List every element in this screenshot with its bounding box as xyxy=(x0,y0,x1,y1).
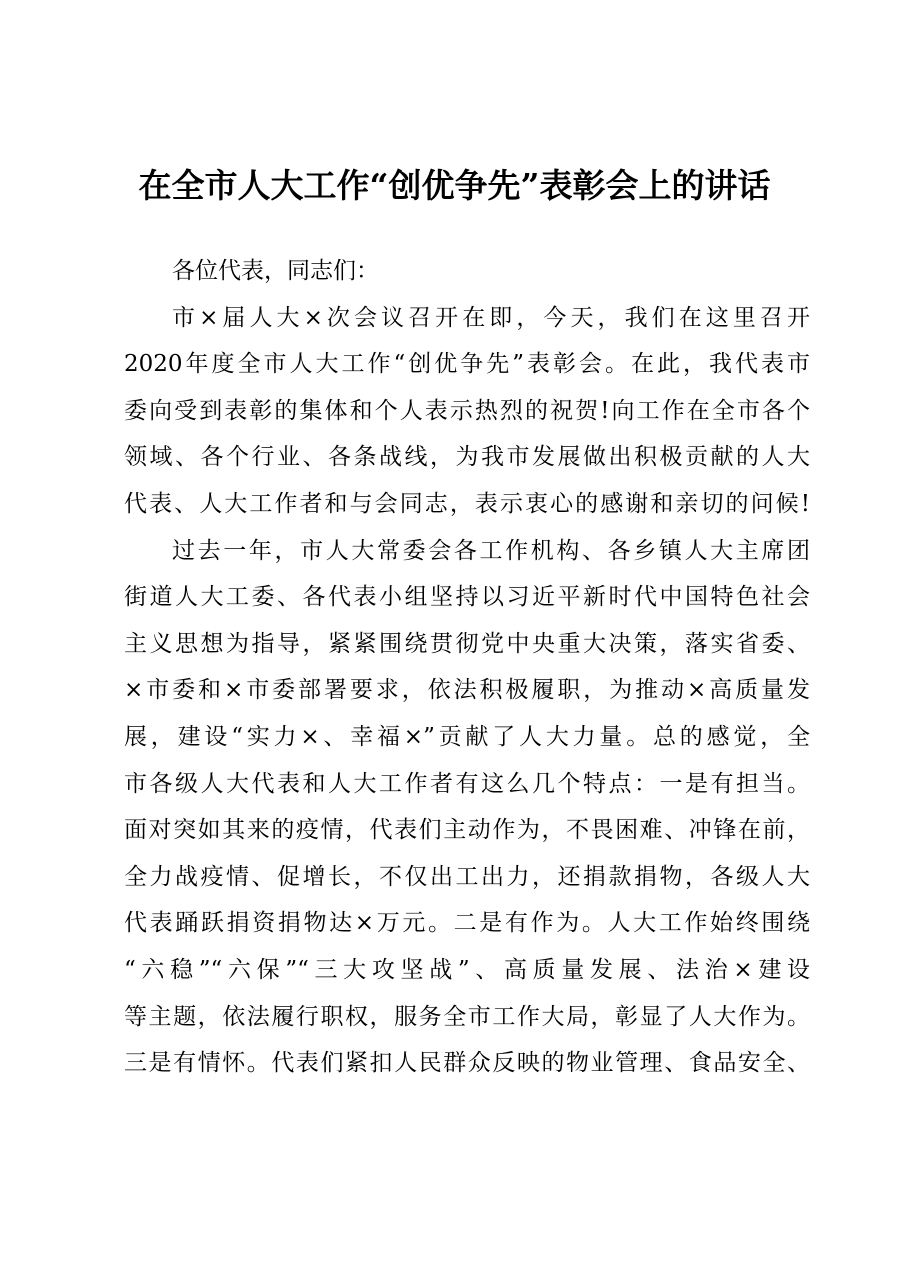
document-title: 在全市人大工作“创优争先”表彰会上的讲话 xyxy=(138,166,771,205)
paragraph-line: 过去一年，市人大常委会各工作机构、各乡镇人大主席团 xyxy=(172,537,810,564)
paragraph-line: 领域、各个行业、各条战线，为我市发展做出积极贡献的人大 xyxy=(124,444,810,471)
paragraph-line: 全力战疫情、促增长，不仅出工出力，还捐款捐物，各级人大 xyxy=(124,863,810,890)
paragraph-line: 市×届人大×次会议召开在即，今天，我们在这里召开 xyxy=(172,304,810,331)
paragraph-line: 等主题，依法履行职权，服务全市工作大局，彰显了人大作为。 xyxy=(124,1003,810,1030)
paragraph-line: 三是有情怀。代表们紧扣人民群众反映的物业管理、食品安全、 xyxy=(124,1050,810,1077)
paragraph-line: 展，建设“实力×、幸福×”贡献了人大力量。总的感觉，全 xyxy=(124,723,810,750)
paragraph-line: 市各级人大代表和人大工作者有这么几个特点：一是有担当。 xyxy=(124,770,810,797)
paragraph-line: 委向受到表彰的集体和个人表示热烈的祝贺!向工作在全市各个 xyxy=(124,397,810,424)
document-body xyxy=(124,248,810,1087)
paragraph-line: 2020年度全市人大工作“创优争先”表彰会。在此，我代表市 xyxy=(124,351,810,378)
paragraph-line: “六稳”“六保”“三大攻坚战”、高质量发展、法治×建设 xyxy=(124,956,810,983)
paragraph-line: 主义思想为指导，紧紧围绕贯彻党中央重大决策，落实省委、 xyxy=(124,630,810,657)
paragraph-line: 街道人大工委、各代表小组坚持以习近平新时代中国特色社会 xyxy=(124,584,810,611)
paragraph-line: 代表踊跃捐资捐物达×万元。二是有作为。人大工作始终围绕 xyxy=(124,910,810,937)
paragraph-line: ×市委和×市委部署要求，依法积极履职，为推动×高质量发 xyxy=(124,677,810,704)
salutation-line: 各位代表，同志们： xyxy=(172,258,379,284)
paragraph-line: 面对突如其来的疫情，代表们主动作为，不畏困难、冲锋在前， xyxy=(124,817,810,844)
paragraph-line: 代表、人大工作者和与会同志，表示衷心的感谢和亲切的问候! xyxy=(124,490,810,517)
